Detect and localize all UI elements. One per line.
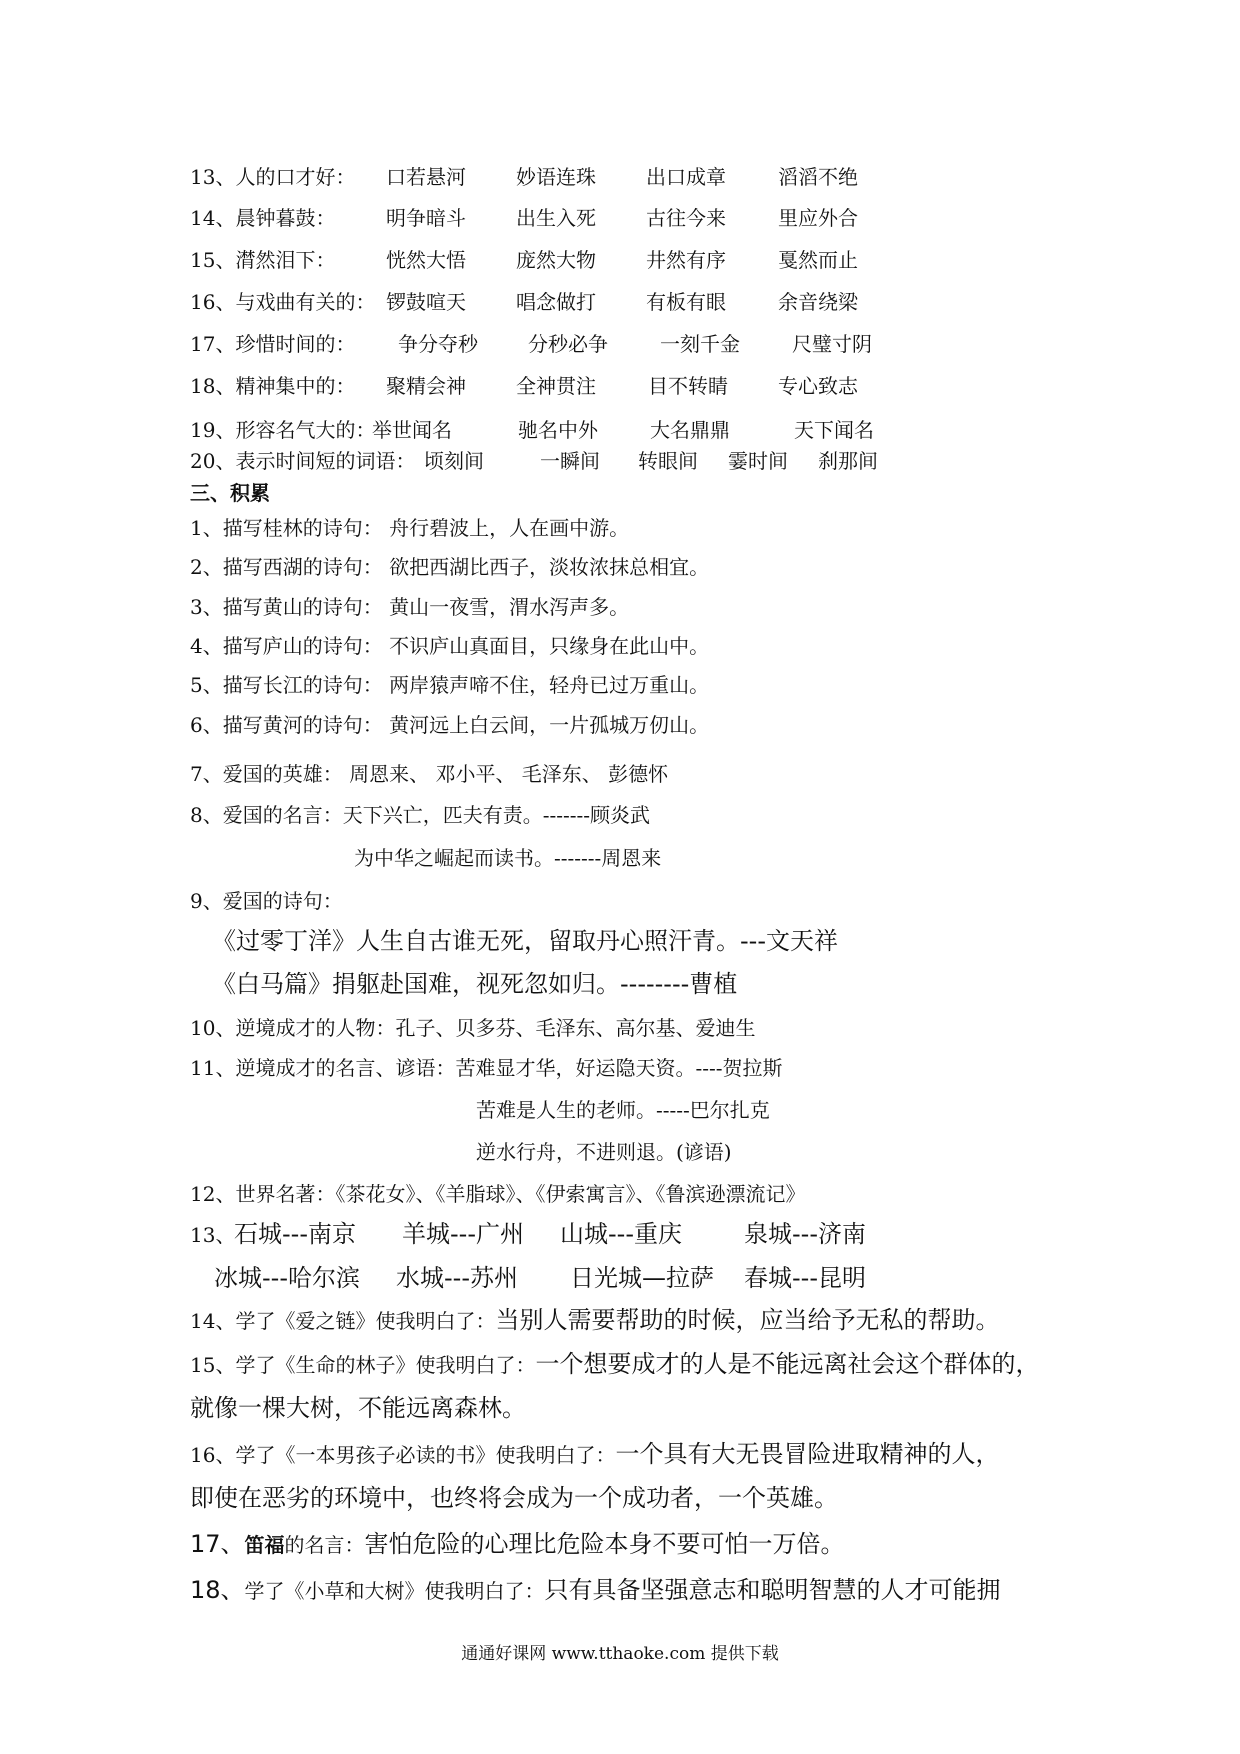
lesson-cont: 就像一棵大树，不能远离森林。 <box>190 1394 526 1422</box>
idiom-word: 霎时间 <box>728 449 788 473</box>
idiom-row <box>190 332 1090 358</box>
idiom-word: 刹那间 <box>818 449 878 473</box>
poem-line: 6、描写黄河的诗句： 黄河远上白云间，一片孤城万仞山。 <box>190 713 710 737</box>
sayings-line: 为中华之崛起而读书。-------周恩来 <box>354 846 662 870</box>
idiom-word: 余音绕梁 <box>778 290 858 314</box>
city-item: 春城---昆明 <box>744 1264 866 1292</box>
idiom-row <box>190 374 1090 400</box>
idiom-word: 聚精会神 <box>386 374 466 398</box>
idiom-label: 17、珍惜时间的： <box>190 332 356 356</box>
idiom-label: 13、人的口才好： <box>190 165 356 189</box>
lesson-line <box>190 1440 999 1469</box>
idiom-row <box>190 418 1090 444</box>
idiom-word: 大名鼎鼎 <box>650 418 730 442</box>
idiom-word: 驰名中外 <box>518 418 598 442</box>
idiom-word: 庞然大物 <box>516 248 596 272</box>
heroes-line: 7、爱国的英雄： 周恩来、 邓小平、 毛泽东、 彭德怀 <box>190 762 669 786</box>
city-item: 冰城---哈尔滨 <box>214 1264 360 1292</box>
lesson-text: 害怕危险的心理比危险本身不要可怕一万倍。 <box>364 1530 845 1558</box>
lesson-text: 一个想要成才的人是不能远离社会这个群体的， <box>535 1350 1040 1378</box>
idiom-word: 恍然大悟 <box>386 248 466 272</box>
idiom-row <box>190 290 1090 316</box>
poem-label: 9、爱国的诗句： <box>190 889 343 913</box>
lesson-cont: 即使在恶劣的环境中，也终将会成为一个成功者，一个英雄。 <box>190 1484 838 1512</box>
idiom-row-time <box>190 449 1090 475</box>
city-item: 石城---南京 <box>234 1220 356 1248</box>
adversity-people: 10、逆境成才的人物：孔子、贝多芬、毛泽东、高尔基、爱迪生 <box>190 1016 756 1040</box>
lesson-author: 笛福 <box>244 1533 285 1557</box>
idiom-word: 妙语连珠 <box>516 165 596 189</box>
idiom-word: 一刻千金 <box>660 332 740 356</box>
lesson-line <box>190 1576 1001 1605</box>
idiom-label: 19、形容名气大的： <box>190 418 376 442</box>
idiom-word: 争分夺秒 <box>398 332 478 356</box>
idiom-label: 18、精神集中的： <box>190 374 356 398</box>
city-item: 日光城—拉萨 <box>570 1264 714 1292</box>
poem-line: 1、描写桂林的诗句： 舟行碧波上，人在画中游。 <box>190 516 630 540</box>
idiom-word: 转眼间 <box>638 449 698 473</box>
lesson-prefix: 15、学了《生命的林子》使我明白了： <box>190 1353 536 1377</box>
idiom-label: 20、表示时间短的词语： <box>190 449 416 473</box>
poem-line: 3、描写黄山的诗句： 黄山一夜雪，渭水泻声多。 <box>190 595 630 619</box>
poem-line: 4、描写庐山的诗句： 不识庐山真面目，只缘身在此山中。 <box>190 634 710 658</box>
idiom-word: 唱念做打 <box>516 290 596 314</box>
adversity-saying: 11、逆境成才的名言、谚语：苦难显才华，好运隐天资。----贺拉斯 <box>190 1056 783 1080</box>
idiom-word: 全神贯注 <box>516 374 596 398</box>
idiom-word: 锣鼓喧天 <box>386 290 466 314</box>
classics-line: 12、世界名著：《茶花女》、《羊脂球》、《伊索寓言》、《鲁滨逊漂流记》 <box>190 1182 806 1206</box>
cities-label: 13、 <box>190 1223 236 1247</box>
lesson-line <box>190 1350 1039 1379</box>
lesson-line <box>190 1306 999 1335</box>
idiom-word: 目不转睛 <box>648 374 728 398</box>
idiom-label: 16、与戏曲有关的： <box>190 290 376 314</box>
idiom-word: 顷刻间 <box>424 449 484 473</box>
idiom-word: 井然有序 <box>646 248 726 272</box>
idiom-word: 有板有眼 <box>646 290 726 314</box>
idiom-row <box>190 248 1090 274</box>
city-item: 水城---苏州 <box>396 1264 518 1292</box>
lesson-num: 18、 <box>190 1576 245 1604</box>
poem-line: 2、描写西湖的诗句： 欲把西湖比西子，淡妆浓抹总相宜。 <box>190 555 710 579</box>
idiom-word: 一瞬间 <box>540 449 600 473</box>
idiom-word: 里应外合 <box>778 206 858 230</box>
lesson-prefix: 14、学了《爱之链》使我明白了： <box>190 1309 496 1333</box>
lesson-num: 17、 <box>190 1530 245 1558</box>
idiom-label: 14、晨钟暮鼓： <box>190 206 336 230</box>
idiom-word: 出口成章 <box>646 165 726 189</box>
page-footer: 通通好课网 www.tthaoke.com 提供下载 <box>461 1644 779 1664</box>
idiom-word: 分秒必争 <box>528 332 608 356</box>
section-title: 三、积累 <box>190 481 270 505</box>
city-item: 羊城---广州 <box>402 1220 524 1248</box>
adversity-saying: 苦难是人生的老师。-----巴尔扎克 <box>476 1098 770 1122</box>
sayings-line: 8、爱国的名言：天下兴亡，匹夫有责。-------顾炎武 <box>190 803 651 827</box>
lesson-text: 一个具有大无畏冒险进取精神的人， <box>615 1440 1000 1468</box>
lesson-line <box>190 1530 845 1559</box>
lesson-prefix: 的名言： <box>284 1533 365 1557</box>
idiom-word: 戛然而止 <box>778 248 858 272</box>
idiom-word: 古往今来 <box>646 206 726 230</box>
idiom-label: 15、潸然泪下： <box>190 248 336 272</box>
idiom-row <box>190 165 1090 191</box>
poem-line: 5、描写长江的诗句： 两岸猿声啼不住，轻舟已过万重山。 <box>190 673 710 697</box>
lesson-text: 当别人需要帮助的时候，应当给予无私的帮助。 <box>495 1306 1000 1334</box>
idiom-word: 天下闻名 <box>794 418 874 442</box>
city-item: 泉城---济南 <box>744 1220 866 1248</box>
adversity-saying: 逆水行舟，不进则退。(谚语) <box>476 1140 732 1164</box>
idiom-word: 口若悬河 <box>386 165 466 189</box>
cities-row <box>190 1220 1090 1250</box>
lesson-prefix: 16、学了《一本男孩子必读的书》使我明白了： <box>190 1443 616 1467</box>
city-item: 山城---重庆 <box>560 1220 682 1248</box>
lesson-text: 只有具备坚强意志和聪明智慧的人才可能拥 <box>544 1576 1001 1604</box>
idiom-word: 出生入死 <box>516 206 596 230</box>
lesson-prefix: 学了《小草和大树》使我明白了： <box>244 1579 545 1603</box>
patriotic-poem: 《过零丁洋》人生自古谁无死，留取丹心照汗青。---文天祥 <box>212 927 838 955</box>
patriotic-poem: 《白马篇》捐躯赴国难，视死忽如归。--------曹植 <box>212 970 738 998</box>
idiom-row <box>190 206 1090 232</box>
idiom-word: 尺璧寸阴 <box>792 332 872 356</box>
idiom-word: 滔滔不绝 <box>778 165 858 189</box>
idiom-word: 明争暗斗 <box>386 206 466 230</box>
idiom-word: 举世闻名 <box>372 418 452 442</box>
idiom-word: 专心致志 <box>778 374 858 398</box>
cities-row <box>190 1264 1090 1294</box>
